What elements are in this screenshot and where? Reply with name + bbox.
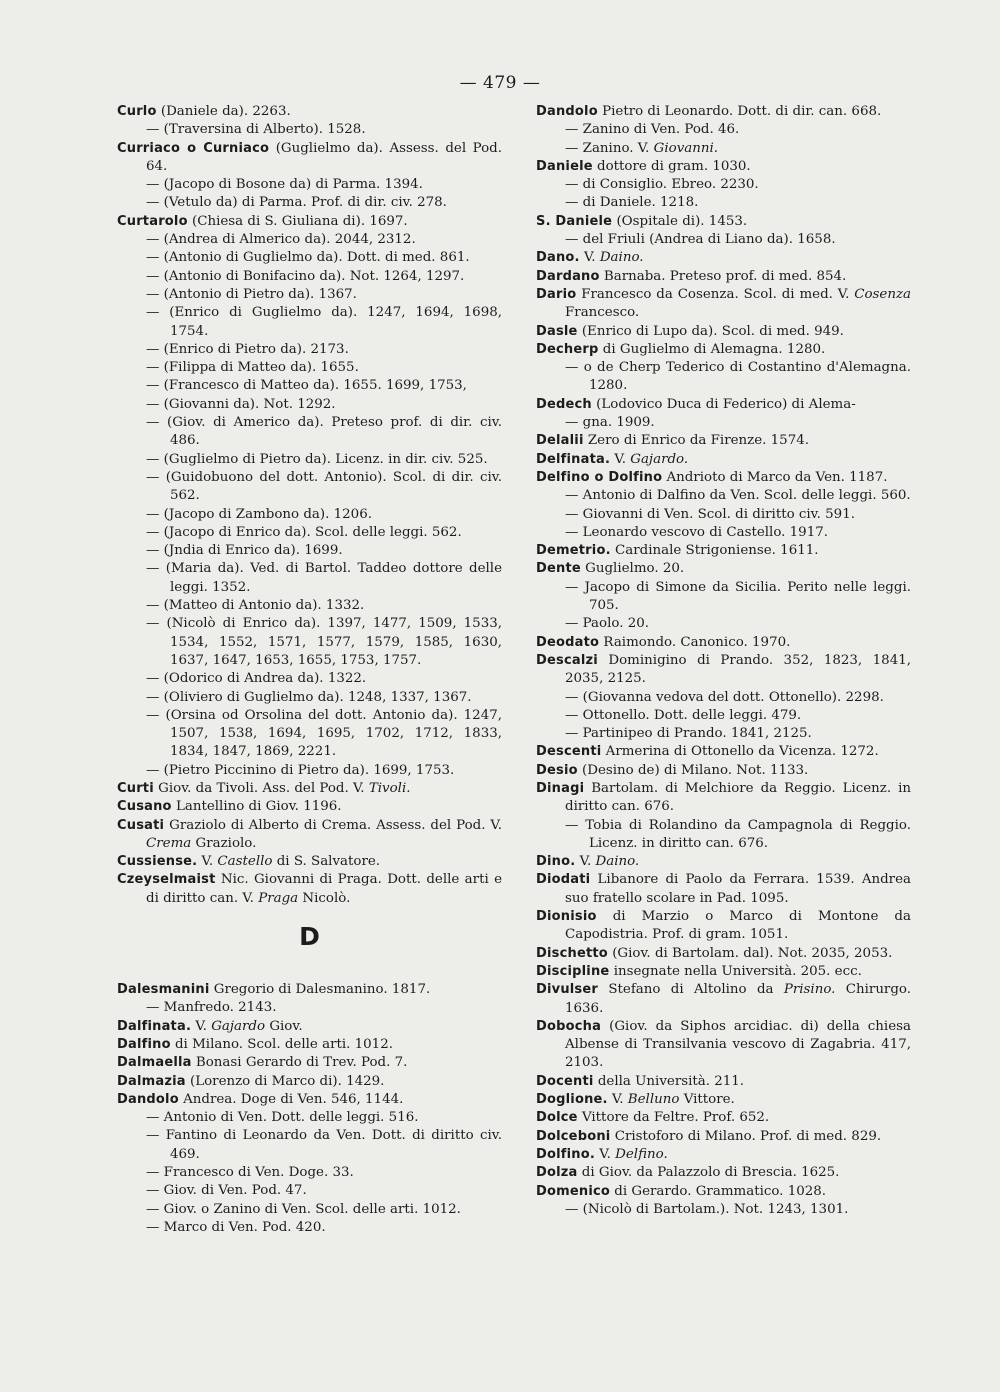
entry-text: — Paolo. 20. — [565, 616, 650, 632]
left-column — [117, 103, 502, 1237]
index-entry — [536, 1128, 911, 1146]
index-entry — [536, 1091, 911, 1109]
index-subentry — [117, 359, 502, 377]
entry-text: Barnaba. Preteso prof. di med. 854. — [599, 268, 847, 284]
index-subentry — [117, 304, 502, 341]
entry-text: di Guglielmo di Alemagna. 1280. — [598, 341, 826, 357]
entry-headword: Delfino o Dolfino — [536, 469, 663, 485]
index-subentry — [117, 249, 502, 267]
entry-text-after: di S. Salvatore. — [272, 854, 381, 870]
index-entry — [117, 103, 502, 121]
index-subentry — [117, 1109, 502, 1127]
index-subentry — [117, 194, 502, 212]
index-entry — [117, 798, 502, 816]
entry-text: — Fantino di Leonardo da Ven. Dott. di diritto civ. 469. — [146, 1128, 502, 1162]
entry-text: (Lorenzo di Marco di). 1429. — [185, 1073, 385, 1089]
entry-headword: Dischetto — [536, 945, 608, 961]
entry-text: (Desino de) di Milano. Not. 1133. — [577, 762, 809, 778]
entry-text: Guglielmo. 20. — [580, 561, 685, 577]
entry-text: di Marzio o Marco di Montone da Capodistria. Prof. di gram. 1051. — [565, 909, 911, 943]
index-entry — [117, 1036, 502, 1054]
index-entry — [117, 1091, 502, 1109]
entry-crossref: Gajardo — [211, 1018, 266, 1034]
index-subentry — [117, 542, 502, 560]
entry-text: Vittore da Feltre. Prof. 652. — [577, 1110, 770, 1126]
index-subentry — [117, 506, 502, 524]
entry-text: — di Consiglio. Ebreo. 2230. — [565, 177, 759, 193]
index-subentry — [117, 341, 502, 359]
index-entry — [117, 780, 502, 798]
entry-text: dottore di gram. 1030. — [592, 158, 751, 174]
entry-text: della Università. 211. — [593, 1073, 745, 1089]
entry-text: V. — [575, 854, 596, 870]
entry-text-after: Nicolò. — [298, 890, 351, 906]
index-entry — [536, 560, 911, 578]
entry-crossref: Praga — [258, 890, 299, 906]
entry-text: V. — [191, 1018, 212, 1034]
entry-text: — Giovanni di Ven. Scol. di diritto civ. 591. — [565, 506, 855, 522]
entry-headword: Doglione. — [536, 1092, 608, 1108]
entry-text: (Guglielmo da). Assess. del Pod. 64. — [146, 140, 502, 174]
entry-headword: Czeyselmaist — [117, 872, 216, 888]
entry-headword: Curtarolo — [117, 213, 188, 229]
entry-text-after: Giov. — [265, 1018, 303, 1034]
entry-text: Bartolam. di Melchiore da Reggio. Licenz. in diritto can. 676. — [565, 780, 911, 815]
index-subentry — [117, 414, 502, 451]
entry-headword: Dardano — [536, 268, 600, 284]
index-entry — [536, 652, 911, 689]
index-subentry — [536, 176, 911, 194]
entry-text: Giov. da Tivoli. Ass. del Pod. V. — [153, 780, 369, 796]
entry-text: — Zanino di Ven. Pod. 46. — [565, 122, 740, 138]
index-subentry — [536, 689, 911, 707]
entry-headword: Descenti — [536, 744, 602, 760]
entry-text: V. — [579, 250, 600, 266]
index-entry — [117, 871, 502, 908]
entry-headword: Dario — [536, 286, 577, 302]
entry-text: (Lodovico Duca di Federico) di Alema- — [591, 396, 856, 412]
index-subentry — [536, 359, 911, 396]
entry-text: — (Guidobuono del dott. Antonio). Scol. di dir. civ. 562. — [146, 469, 502, 504]
entry-headword: Dinagi — [536, 780, 585, 796]
index-entry — [536, 853, 911, 871]
index-entry — [536, 1183, 911, 1201]
index-subentry — [117, 615, 502, 670]
entry-text: — (Andrea di Almerico da). 2044, 2312. — [146, 232, 416, 248]
index-entry — [536, 1146, 911, 1164]
entry-headword: Decherp — [536, 341, 599, 357]
entry-text: Graziolo di Alberto di Crema. Assess. del Pod. V. — [164, 817, 502, 833]
page-number: — 479 — — [459, 73, 541, 93]
entry-headword: Dandolo — [117, 1091, 179, 1107]
entry-text: di Gerardo. Grammatico. 1028. — [610, 1183, 827, 1199]
entry-text: — Ottonello. Dott. delle leggi. 479. — [565, 707, 802, 723]
entry-text: — Antonio di Dalfino da Ven. Scol. delle leggi. 560. — [565, 488, 911, 504]
entry-text: Dominigino di Prando. 352, 1823, 1841, 2035, 2125. — [565, 652, 911, 687]
index-entry — [536, 323, 911, 341]
entry-crossref: Tivoli. — [368, 780, 411, 796]
section-letter: D — [299, 922, 320, 952]
index-subentry — [117, 670, 502, 688]
index-entry — [536, 268, 911, 286]
index-subentry — [117, 1219, 502, 1237]
index-entry — [117, 213, 502, 231]
entry-text: V. — [610, 451, 631, 467]
entry-text: — Tobia di Rolandino da Campagnola di Reggio. Licenz. in diritto can. 676. — [565, 817, 911, 851]
index-entry — [536, 286, 911, 323]
entry-text: di Milano. Scol. delle arti. 1012. — [170, 1036, 393, 1052]
entry-text: (Giov. da Siphos arcidiac. di) della chiesa Albense di Transilvania vescovo di Zagabria. 417, 2103. — [565, 1018, 911, 1071]
entry-headword: Dolza — [536, 1165, 578, 1181]
index-entry — [536, 780, 911, 817]
entry-text: — (Enrico di Pietro da). 2173. — [146, 341, 349, 357]
entry-text: — (Traversina di Alberto). 1528. — [146, 122, 366, 138]
entry-headword: Curriaco o Curniaco — [117, 140, 270, 156]
entry-headword: Dolfino. — [536, 1146, 596, 1162]
index-entry — [536, 1164, 911, 1182]
entry-text: — di Daniele. 1218. — [565, 195, 699, 211]
entry-text: Gregorio di Dalesmanino. 1817. — [209, 982, 431, 998]
entry-text: — Francesco di Ven. Doge. 33. — [146, 1165, 354, 1181]
entry-text: — (Francesco di Matteo da). 1655. 1699, 1753, — [146, 378, 467, 394]
index-entry — [536, 213, 911, 231]
index-entry — [536, 634, 911, 652]
index-subentry — [117, 1201, 502, 1219]
index-subentry — [117, 1164, 502, 1182]
entry-crossref: Crema — [146, 835, 192, 851]
index-entry — [117, 981, 502, 999]
index-subentry — [536, 524, 911, 542]
entry-crossref: Castello — [217, 854, 273, 870]
index-subentry — [117, 377, 502, 395]
index-entry — [117, 1054, 502, 1072]
entry-headword: Curti — [117, 780, 154, 796]
entry-headword: Deodato — [536, 634, 600, 650]
entry-headword: Dalfinata. — [117, 1018, 192, 1034]
entry-text: — Marco di Ven. Pod. 420. — [146, 1219, 326, 1235]
index-subentry — [536, 579, 911, 616]
entry-crossref: Giovanni. — [653, 140, 719, 156]
entry-text-after: Francesco. — [565, 305, 640, 321]
entry-headword: Dolceboni — [536, 1128, 611, 1144]
entry-text: — (Oliviero di Guglielmo da). 1248, 1337, 1367. — [146, 689, 472, 705]
index-subentry — [536, 506, 911, 524]
entry-text: — Giov. o Zanino di Ven. Scol. delle arti. 1012. — [146, 1201, 461, 1217]
entry-text: — (Jacopo di Bosone da) di Parma. 1394. — [146, 177, 423, 193]
entry-text: — (Enrico di Guglielmo da). 1247, 1694, 1698, 1754. — [146, 305, 502, 339]
entry-crossref: Cosenza — [854, 286, 911, 302]
entry-headword: Daniele — [536, 158, 593, 174]
index-subentry — [536, 487, 911, 505]
entry-headword: Dino. — [536, 854, 576, 870]
index-entry — [536, 981, 911, 1018]
entry-text: — (Giovanni da). Not. 1292. — [146, 396, 336, 412]
index-subentry — [117, 451, 502, 469]
index-entry — [536, 963, 911, 981]
index-subentry — [117, 286, 502, 304]
entry-text: Armerina di Ottonello da Vicenza. 1272. — [601, 744, 879, 760]
entry-headword: Diodati — [536, 872, 591, 888]
entry-headword: Dedech — [536, 396, 592, 412]
entry-text: — (Antonio di Pietro da). 1367. — [146, 286, 357, 302]
index-entry — [536, 945, 911, 963]
entry-text: Pietro di Leonardo. Dott. di dir. can. 668. — [597, 104, 882, 119]
entry-headword: Desio — [536, 762, 578, 778]
entry-crossref: Delfino. — [615, 1146, 668, 1162]
entry-text: — (Orsina od Orsolina del dott. Antonio da). 1247, 1507, 1538, 1694, 1695, 1702, 1712, 1833, 1834, 1847, 1869, 2221. — [146, 707, 502, 760]
index-entry — [536, 542, 911, 560]
index-subentry — [117, 1127, 502, 1164]
index-entry — [536, 451, 911, 469]
entry-headword: Dalfino — [117, 1036, 171, 1052]
entry-text: Lantellino di Giov. 1196. — [171, 799, 342, 815]
index-entry — [117, 853, 502, 871]
entry-text: (Giov. di Bartolam. dal). Not. 2035, 2053. — [607, 945, 893, 961]
index-entry — [536, 469, 911, 487]
index-entry — [536, 762, 911, 780]
entry-text: Cristoforo di Milano. Prof. di med. 829. — [610, 1128, 882, 1144]
entry-headword: Divulser — [536, 982, 598, 998]
entry-text: — Giov. di Ven. Pod. 47. — [146, 1183, 307, 1199]
entry-headword: Dionisio — [536, 909, 597, 925]
entry-text: Francesco da Cosenza. Scol. di med. V. — [576, 286, 855, 302]
entry-text-after: Chirurgo. 1636. — [565, 982, 911, 1016]
index-subentry — [117, 268, 502, 286]
entry-crossref: Gajardo. — [630, 451, 689, 467]
entry-text: V. — [607, 1092, 628, 1108]
index-subentry — [117, 231, 502, 249]
entry-headword: Dolce — [536, 1110, 578, 1126]
entry-text: Stefano di Altolino da — [598, 982, 784, 998]
index-subentry — [536, 414, 911, 432]
index-entry — [536, 743, 911, 761]
index-subentry — [117, 560, 502, 597]
index-entry — [117, 1018, 502, 1036]
entry-text: — (Filippa di Matteo da). 1655. — [146, 360, 359, 376]
entry-text: di Giov. da Palazzolo di Brescia. 1625. — [577, 1165, 840, 1181]
entry-headword: Dalesmanini — [117, 982, 210, 998]
index-entry — [117, 1073, 502, 1091]
entry-headword: Cusati — [117, 817, 165, 833]
entry-text: V. — [197, 854, 218, 870]
entry-text: (Enrico di Lupo da). Scol. di med. 949. — [577, 323, 844, 339]
entry-headword: Delalii — [536, 433, 584, 449]
entry-text: — Partinipeo di Prando. 1841, 2125. — [565, 726, 812, 742]
entry-text: — (Odorico di Andrea da). 1322. — [146, 671, 367, 687]
index-subentry — [117, 396, 502, 414]
entry-headword: Dalmazia — [117, 1073, 186, 1089]
index-entry — [536, 249, 911, 267]
right-column — [536, 103, 911, 1219]
entry-text: Bonasi Gerardo di Trev. Pod. 7. — [191, 1055, 408, 1071]
index-subentry — [117, 176, 502, 194]
entry-headword: Descalzi — [536, 652, 598, 668]
entry-headword: Demetrio. — [536, 543, 611, 559]
entry-text: insegnate nella Università. 205. ecc. — [609, 963, 862, 979]
entry-text: — Leonardo vescovo di Castello. 1917. — [565, 524, 828, 540]
index-subentry — [117, 524, 502, 542]
index-entry — [536, 871, 911, 908]
entry-crossref: Daino. — [599, 250, 644, 266]
entry-text: Raimondo. Canonico. 1970. — [599, 634, 791, 650]
entry-text: — (Maria da). Ved. di Bartol. Taddeo dottore delle leggi. 1352. — [146, 561, 502, 595]
entry-crossref: Daino. — [595, 854, 640, 870]
entry-text: — del Friuli (Andrea di Liano da). 1658. — [565, 232, 836, 248]
entry-text-after: Vittore. — [679, 1092, 735, 1108]
entry-headword: Dandolo — [536, 104, 598, 119]
entry-text: — (Jacopo di Zambono da). 1206. — [146, 506, 372, 522]
index-entry — [117, 817, 502, 854]
entry-text: — o de Cherp Tederico di Costantino d'Alemagna. 1280. — [565, 360, 911, 394]
index-subentry — [536, 725, 911, 743]
index-subentry — [536, 121, 911, 139]
index-entry — [536, 341, 911, 359]
entry-text: — (Pietro Piccinino di Pietro da). 1699, 1753. — [146, 762, 455, 778]
entry-text: — gna. 1909. — [565, 415, 655, 431]
entry-text: — (Nicolò di Bartolam.). Not. 1243, 1301. — [565, 1201, 849, 1217]
index-entry — [536, 103, 911, 121]
entry-text: — (Jacopo di Enrico da). Scol. delle leggi. 562. — [146, 524, 462, 540]
index-subentry — [536, 194, 911, 212]
entry-text: (Chiesa di S. Giuliana di). 1697. — [187, 213, 408, 229]
index-entry — [536, 1073, 911, 1091]
entry-text: — Jacopo di Simone da Sicilia. Perito nelle leggi. 705. — [565, 579, 911, 614]
entry-text: — (Guglielmo di Pietro da). Licenz. in dir. civ. 525. — [146, 451, 488, 467]
index-subentry — [536, 817, 911, 854]
entry-text: — (Antonio di Bonifacino da). Not. 1264, 1297. — [146, 268, 465, 284]
index-subentry — [117, 1182, 502, 1200]
entry-headword: Dano. — [536, 250, 580, 266]
entry-headword: Domenico — [536, 1183, 611, 1199]
entry-text: — (Antonio di Guglielmo da). Dott. di med. 861. — [146, 250, 470, 266]
index-entry — [536, 158, 911, 176]
entry-headword: Curlo — [117, 104, 157, 119]
index-subentry — [117, 707, 502, 762]
index-entry — [117, 140, 502, 177]
entry-headword: Dalmaella — [117, 1055, 192, 1071]
entry-text-after: Graziolo. — [191, 835, 257, 851]
entry-text: Zero di Enrico da Firenze. 1574. — [583, 433, 809, 449]
entry-headword: Cussiense. — [117, 854, 198, 870]
index-subentry — [117, 597, 502, 615]
entry-headword: Dasle — [536, 323, 578, 339]
entry-headword: Delfinata. — [536, 451, 611, 467]
index-entry — [536, 1109, 911, 1127]
entry-text: Cardinale Strigoniense. 1611. — [610, 543, 819, 559]
index-subentry — [117, 121, 502, 139]
entry-text: Nic. Giovanni di Praga. Dott. delle arti e di diritto can. V. — [146, 872, 502, 906]
entry-headword: Docenti — [536, 1073, 594, 1089]
entry-crossref: Belluno — [627, 1092, 680, 1108]
entry-text: (Daniele da). 2263. — [156, 104, 291, 119]
entry-text: V. — [595, 1146, 616, 1162]
index-subentry — [536, 140, 911, 158]
entry-headword: S. Daniele — [536, 213, 613, 229]
index-entry — [536, 908, 911, 945]
entry-text: — Manfredo. 2143. — [146, 1000, 277, 1016]
entry-text: — (Giovanna vedova del dott. Ottonello). 2298. — [565, 689, 884, 705]
entry-text: — (Matteo di Antonio da). 1332. — [146, 598, 365, 614]
index-subentry — [536, 231, 911, 249]
entry-crossref: Prisino. — [783, 982, 836, 998]
entry-headword: Dente — [536, 561, 581, 577]
entry-text: — (Giov. di Americo da). Preteso prof. di dir. civ. 486. — [146, 415, 502, 449]
entry-text: (Ospitale di). 1453. — [612, 213, 748, 229]
entry-headword: Discipline — [536, 963, 610, 979]
index-subentry — [117, 469, 502, 506]
entry-headword: Cusano — [117, 799, 172, 815]
index-entry — [536, 432, 911, 450]
index-subentry — [117, 762, 502, 780]
index-entry — [536, 396, 911, 414]
index-subentry — [117, 999, 502, 1017]
entry-text: — (Vetulo da) di Parma. Prof. di dir. civ. 278. — [146, 195, 447, 211]
entry-text: Libanore di Paolo da Ferrara. 1539. Andrea suo fratello scolare in Pad. 1095. — [565, 872, 911, 906]
index-subentry — [536, 1201, 911, 1219]
entry-text: — Antonio di Ven. Dott. delle leggi. 516. — [146, 1110, 419, 1126]
index-subentry — [536, 707, 911, 725]
entry-text: Andrea. Doge di Ven. 546, 1144. — [178, 1091, 404, 1107]
index-subentry — [536, 615, 911, 633]
entry-text: Andrioto di Marco da Ven. 1187. — [662, 469, 888, 485]
entry-headword: Dobocha — [536, 1018, 602, 1034]
entry-text: — Zanino. V. — [565, 140, 654, 156]
entry-text: — (Nicolò di Enrico da). 1397, 1477, 1509, 1533, 1534, 1552, 1571, 1577, 1579, 1585, 1630, 1637, 1647, 1653, 1655, 1753, 1757. — [146, 616, 502, 668]
entry-text: — (Jndia di Enrico da). 1699. — [146, 543, 343, 559]
index-subentry — [117, 689, 502, 707]
index-entry — [536, 1018, 911, 1073]
